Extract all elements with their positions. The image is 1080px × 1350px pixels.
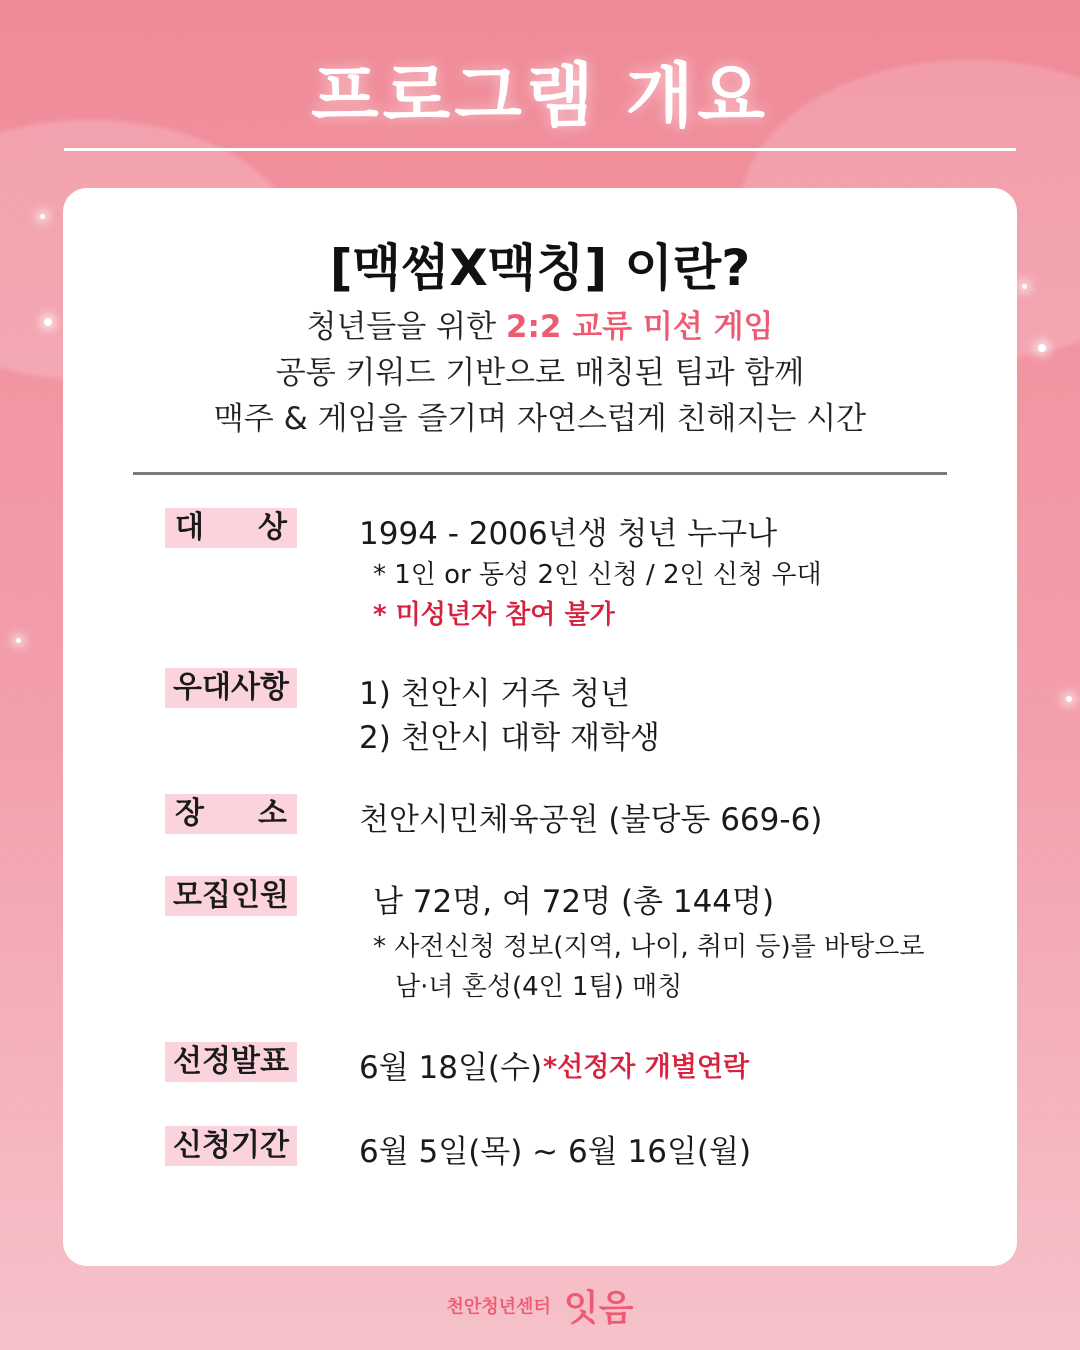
announce-value: 6월 18일(수) <box>359 1050 543 1086</box>
label-place-b: 소 <box>258 796 287 831</box>
label-place <box>165 794 297 834</box>
footer-logo <box>0 1280 1080 1331</box>
sparkle-icon <box>1038 344 1046 352</box>
label-target <box>165 508 297 548</box>
intro-line-3: 맥주 & 게임을 즐기며 자연스럽게 친해지는 시간 <box>213 401 867 437</box>
sparkle-icon <box>40 214 45 219</box>
sparkle-icon <box>1066 696 1072 702</box>
label-place-a: 장 <box>175 796 204 831</box>
label-target-a: 대 <box>175 510 204 545</box>
sparkle-icon <box>1022 284 1027 289</box>
info-card <box>63 188 1017 1266</box>
card-title: [맥썸X맥칭] 이란? <box>329 239 751 297</box>
preference-item-1: 1) 천안시 거주 청년 <box>359 676 631 712</box>
recruit-note-1: * 사전신청 정보(지역, 나이, 취미 등)를 바탕으로 <box>373 932 925 962</box>
intro-text <box>63 304 1017 442</box>
footer-org: 천안청년센터 <box>446 1296 551 1318</box>
target-note: * 1인 or 동성 2인 신청 / 2인 신청 우대 <box>373 560 822 590</box>
label-recruit: 모집인원 <box>165 876 297 916</box>
target-value: 1994 - 2006년생 청년 누구나 <box>359 516 778 552</box>
title-divider <box>64 148 1016 151</box>
card-divider <box>133 472 947 475</box>
page-title: 프로그램 개요 <box>310 55 770 137</box>
period-value: 6월 5일(목) ~ 6월 16일(월) <box>359 1134 752 1170</box>
label-target-b: 상 <box>258 510 287 545</box>
recruit-note-2: 남·녀 혼성(4인 1팀) 매칭 <box>395 972 683 1002</box>
recruit-value: 남 72명, 여 72명 (총 144명) <box>373 884 775 920</box>
label-preference: 우대사항 <box>165 668 297 708</box>
intro-line-1 <box>63 304 1017 350</box>
label-period: 신청기간 <box>165 1126 297 1166</box>
preference-item-2: 2) 천안시 대학 재학생 <box>359 720 660 756</box>
target-warning: * 미성년자 참여 불가 <box>373 600 615 630</box>
sparkle-icon <box>16 638 21 643</box>
announce-note: *선정자 개별연락 <box>543 1052 750 1083</box>
place-value: 천안시민체육공원 (불당동 669-6) <box>359 802 823 838</box>
intro-highlight: 2:2 교류 미션 게임 <box>505 309 774 345</box>
sparkle-icon <box>44 318 52 326</box>
intro-line-1-text: 청년들을 위한 <box>306 309 506 345</box>
footer-brand-logo: 잇음 <box>563 1288 634 1329</box>
intro-line-2: 공통 키워드 기반으로 매칭된 팀과 함께 <box>275 355 805 391</box>
label-announce: 선정발표 <box>165 1042 297 1082</box>
